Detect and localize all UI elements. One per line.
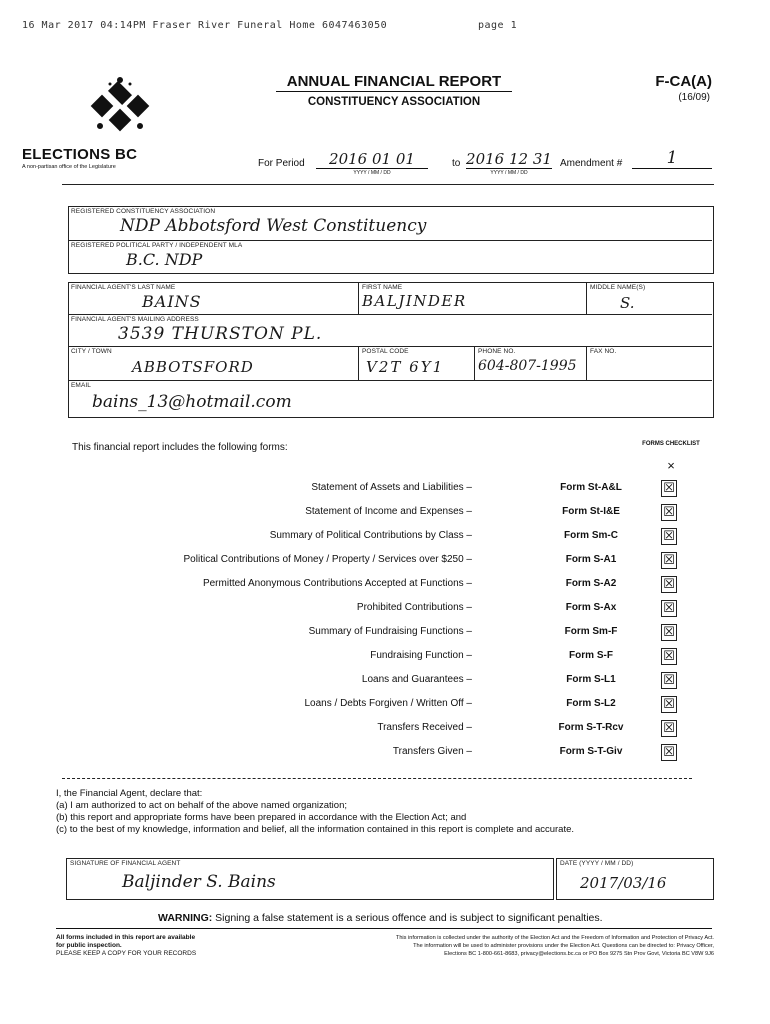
form-code-label: Form Sm-F: [564, 626, 618, 637]
form-row-fundraising-summary: [150, 624, 690, 642]
form-checkbox[interactable]: ☒: [661, 624, 677, 641]
last-name-value[interactable]: BAINS: [142, 292, 202, 311]
footer-right-line3: Elections BC 1-800-661-8683, privacy@elections.bc.ca or PO Box 9275 Stn Prov Govt, Victoria BC V8W 9J6: [444, 951, 714, 957]
form-code-label: Form Sm-C: [564, 530, 618, 541]
city-split-1: [358, 346, 359, 380]
form-code-label: Form S-L1: [566, 674, 616, 685]
phone-label: PHONE NO.: [478, 348, 516, 355]
name-split-1: [358, 282, 359, 314]
city-label: CITY / TOWN: [71, 348, 112, 355]
form-row-contributions-over-250: [150, 552, 690, 570]
period-to-label: to: [452, 158, 461, 169]
declaration: [56, 788, 574, 836]
email-value[interactable]: bains_13@hotmail.com: [92, 392, 292, 412]
form-row-assets-liabilities: [150, 480, 690, 498]
footer-right: [244, 934, 714, 958]
period-from[interactable]: 2016 01 01: [316, 150, 428, 169]
elections-bc-logo-icon: [80, 66, 160, 146]
form-row-transfers-given: [150, 744, 690, 762]
address-label: FINANCIAL AGENT'S MAILING ADDRESS: [71, 316, 199, 323]
period-to-format: YYYY / MM / DD: [490, 170, 528, 176]
footer-left-line3: PLEASE KEEP A COPY FOR YOUR RECORDS: [56, 950, 197, 957]
period-label: For Period: [258, 158, 305, 169]
period-to[interactable]: 2016 12 31: [466, 150, 552, 168]
footer-left-line2: for public inspection.: [56, 942, 122, 949]
form-desc: Loans / Debts Forgiven / Written Off –: [304, 698, 472, 709]
association-divider: [68, 240, 712, 241]
report-title: ANNUAL FINANCIAL REPORT: [276, 73, 512, 92]
form-checkbox[interactable]: ☒: [661, 672, 677, 689]
last-name-label: FINANCIAL AGENT'S LAST NAME: [71, 284, 176, 291]
checklist-x-mark: ×: [667, 458, 675, 473]
amendment-number[interactable]: 1: [632, 148, 712, 169]
forms-checklist-header: FORMS CHECKLIST: [642, 441, 700, 447]
warning-line: [158, 912, 603, 924]
form-row-income-expenses: [150, 504, 690, 522]
checklist-divider: [62, 778, 692, 779]
city-split-3: [586, 346, 587, 380]
fax-label: FAX NO.: [590, 348, 617, 355]
form-checkbox[interactable]: ☒: [661, 720, 677, 737]
form-code-label: Form S-T-Giv: [559, 746, 623, 757]
date-value[interactable]: 2017/03/16: [580, 874, 667, 892]
form-row-loans-forgiven: [150, 696, 690, 714]
form-desc: Transfers Received –: [377, 722, 472, 733]
declaration-b: (b) this report and appropriate forms have been prepared in accordance with the Election Act; and: [56, 812, 467, 823]
form-desc: Permitted Anonymous Contributions Accepted at Functions –: [202, 578, 472, 589]
association-label: REGISTERED CONSTITUENCY ASSOCIATION: [71, 208, 216, 215]
elections-bc-tagline: A non-partisan office of the Legislature: [22, 164, 116, 170]
form-desc: Transfers Given –: [392, 746, 472, 757]
warning-label: WARNING:: [158, 912, 213, 924]
form-code-label: Form S-L2: [566, 698, 616, 709]
elections-bc-brand: ELECTIONS BC: [22, 146, 138, 163]
form-desc: Summary of Fundraising Functions –: [308, 626, 472, 637]
form-row-anonymous-contributions: [150, 576, 690, 594]
first-name-value[interactable]: BALJINDER: [362, 292, 467, 310]
first-name-label: FIRST NAME: [362, 284, 403, 291]
footer-right-line1: This information is collected under the authority of the Election Act and the Freedom of Information and Protection of Privacy Act.: [395, 935, 714, 941]
footer-left-line1: All forms included in this report are available: [56, 934, 196, 941]
signature-label: SIGNATURE OF FINANCIAL AGENT: [70, 860, 181, 867]
form-checkbox[interactable]: ☒: [661, 648, 677, 665]
form-desc: Loans and Guarantees –: [361, 674, 472, 685]
period-from-format: YYYY / MM / DD: [353, 170, 391, 176]
middle-name-value[interactable]: S.: [620, 294, 635, 312]
fax-page-number: page 1: [478, 20, 518, 31]
signature-value[interactable]: Baljinder S. Bains: [122, 872, 276, 892]
form-desc: Political Contributions of Money / Property / Services over $250 –: [183, 554, 472, 565]
form-checkbox[interactable]: ☒: [661, 552, 677, 569]
form-row-transfers-received: [150, 720, 690, 738]
city-split-2: [474, 346, 475, 380]
forms-intro: This financial report includes the following forms:: [72, 442, 288, 453]
name-split-2: [586, 282, 587, 314]
warning-text: Signing a false statement is a serious offence and is subject to significant penalties.: [215, 912, 603, 924]
name-divider: [68, 314, 712, 315]
header-divider: [62, 184, 714, 185]
report-subtitle: CONSTITUENCY ASSOCIATION: [307, 96, 481, 108]
date-label: DATE (YYYY / MM / DD): [560, 860, 634, 867]
form-desc: Prohibited Contributions –: [356, 602, 472, 613]
address-divider: [68, 346, 712, 347]
footer-right-line2: The information will be used to administer provisions under the Election Act. Questions can be directed to: Privacy Officer,: [413, 943, 714, 949]
association-value[interactable]: NDP Abbotsford West Constituency: [120, 216, 427, 236]
form-desc: Statement of Income and Expenses –: [305, 506, 472, 517]
form-row-prohibited-contributions: [150, 600, 690, 618]
form-desc: Fundraising Function –: [370, 650, 472, 661]
form-code-label: Form S-F: [569, 650, 613, 661]
form-desc: Summary of Political Contributions by Class –: [269, 530, 472, 541]
form-checkbox[interactable]: ☒: [661, 600, 677, 617]
email-label: EMAIL: [71, 382, 92, 389]
form-code-label: Form S-Ax: [565, 602, 617, 613]
form-code-label: Form St-A&L: [560, 482, 622, 493]
phone-value[interactable]: 604-807-1995: [478, 358, 577, 374]
amendment-label: Amendment #: [560, 158, 623, 169]
form-code-label: Form S-A1: [565, 554, 617, 565]
form-checkbox[interactable]: ☒: [661, 480, 677, 497]
form-code-label: Form S-T-Rcv: [558, 722, 624, 733]
middle-name-label: MIDDLE NAME(S): [590, 284, 646, 291]
form-row-fundraising-function: [150, 648, 690, 666]
address-value[interactable]: 3539 THURSTON PL.: [118, 324, 323, 344]
postal-code-label: POSTAL CODE: [362, 348, 409, 355]
declaration-a: (a) I am authorized to act on behalf of the above named organization;: [56, 800, 347, 811]
form-checkbox[interactable]: ☒: [661, 576, 677, 593]
form-code-label: Form S-A2: [565, 578, 617, 589]
party-label: REGISTERED POLITICAL PARTY / INDEPENDENT MLA: [71, 242, 243, 249]
form-checkbox[interactable]: ☒: [661, 696, 677, 713]
fax-header-text: 16 Mar 2017 04:14PM Fraser River Funeral Home 6047463050: [22, 20, 388, 31]
postal-code-value[interactable]: V2T 6Y1: [366, 358, 445, 376]
form-code: F-CA(A): [655, 73, 712, 90]
form-desc: Statement of Assets and Liabilities –: [311, 482, 472, 493]
declaration-intro: I, the Financial Agent, declare that:: [56, 788, 203, 799]
form-checkbox[interactable]: ☒: [661, 528, 677, 545]
form-version: (16/09): [678, 92, 710, 103]
city-divider: [68, 380, 712, 381]
party-value[interactable]: B.C. NDP: [126, 250, 203, 269]
form-row-contributions-summary: [150, 528, 690, 546]
form-checkbox[interactable]: ☒: [661, 744, 677, 761]
form-checkbox[interactable]: ☒: [661, 504, 677, 521]
form-row-loans-guarantees: [150, 672, 690, 690]
declaration-c: (c) to the best of my knowledge, information and belief, all the information contained in this report is complete and accurate.: [56, 824, 575, 835]
city-value[interactable]: ABBOTSFORD: [132, 358, 254, 376]
footer-divider: [56, 928, 712, 929]
footer-left: [56, 934, 242, 958]
form-code-label: Form St-I&E: [562, 506, 620, 517]
